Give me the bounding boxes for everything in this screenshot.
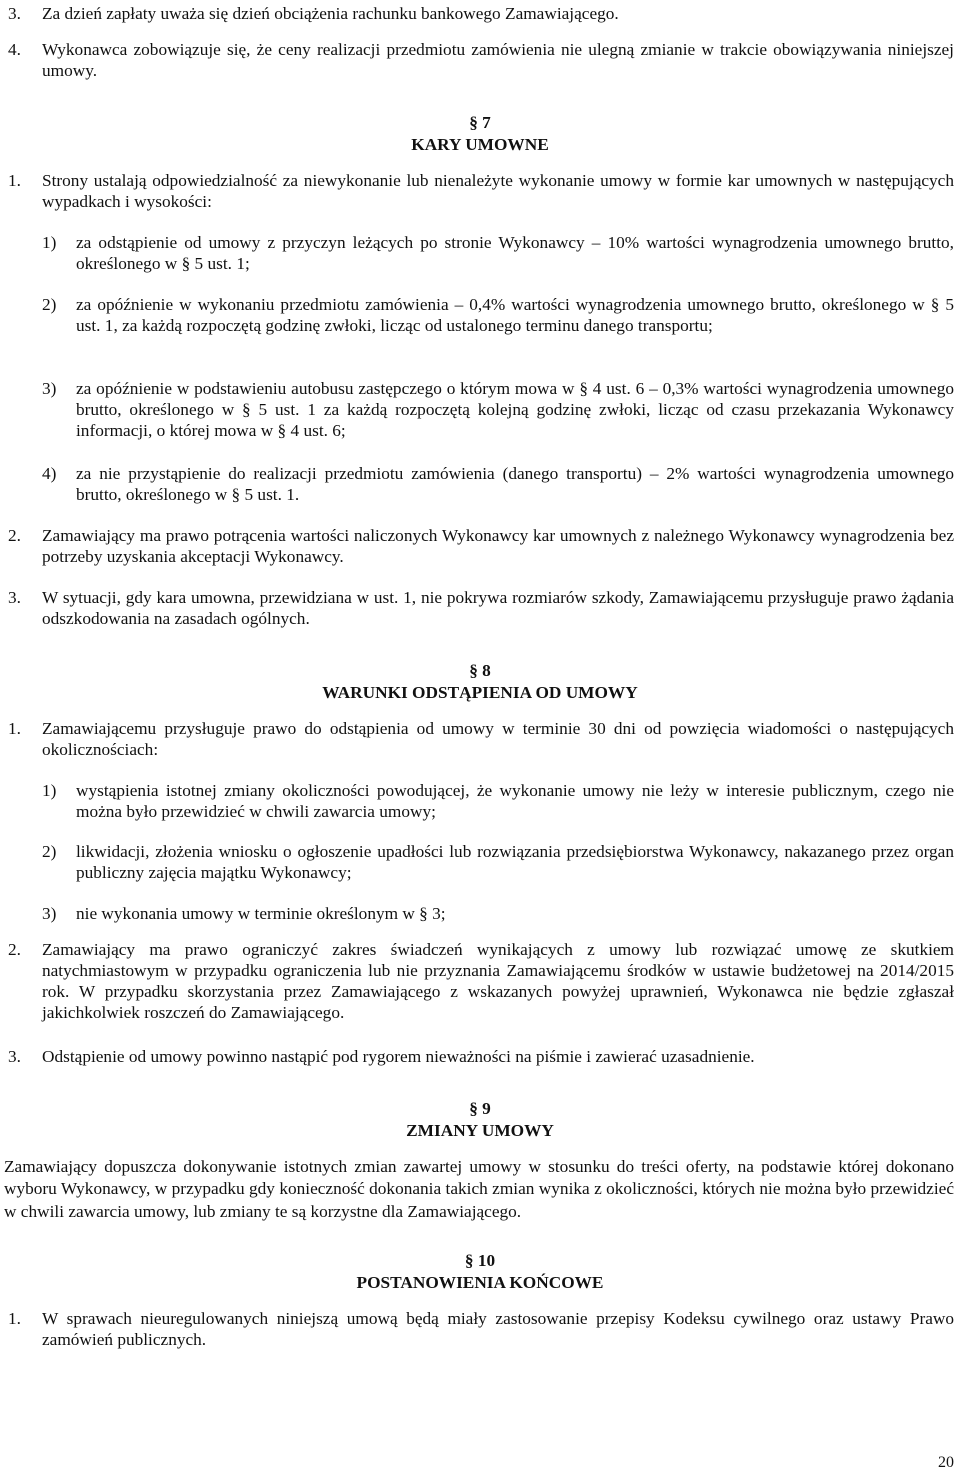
- paragraph-number: 2.: [8, 526, 21, 545]
- paragraph: W sytuacji, gdy kara umowna, przewidziana w ust. 1, nie pokrywa rozmiarów szkody, Zamawiającemu przysługuje prawo żądania odszkodowania na zasadach ogólnych.: [42, 588, 954, 628]
- paragraph-number: 1.: [8, 1309, 21, 1328]
- section-number: § 10: [464, 1251, 496, 1270]
- paragraph: Wykonawca zobowiązuje się, że ceny realizacji przedmiotu zamówienia nie ulegną zmianie w trakcie obowiązywania niniejszej umowy.: [42, 40, 954, 80]
- list-number: 4): [42, 464, 57, 483]
- paragraph-number: 3.: [8, 588, 21, 607]
- paragraph: Zamawiający ma prawo potrącenia wartości naliczonych Wykonawcy kar umownych z należnego Wykonawcy wynagrodzenia bez potrzeby uzyskania akceptacji Wykonawcy.: [42, 526, 954, 566]
- list-number: 3): [42, 904, 57, 923]
- paragraph: Za dzień zapłaty uważa się dzień obciążenia rachunku bankowego Zamawiającego.: [42, 4, 619, 23]
- page-number: 20: [938, 1454, 954, 1471]
- list-number: 1): [42, 233, 57, 252]
- section-number: § 7: [469, 113, 491, 132]
- paragraph: Zamawiający dopuszcza dokonywanie istotnych zmian zawartej umowy w stosunku do treści oferty, na podstawie której dokonano wyboru Wykonawcy, w przypadku gdy konieczność dokonania takich zmian wynika z okoliczności, których nie można było przewidzieć w chwili zawarcia umowy, lub zmiany te są korzystne dla Zamawiającego.: [4, 1157, 954, 1221]
- paragraph-number: 3.: [8, 4, 21, 23]
- paragraph-number: 2.: [8, 940, 21, 959]
- paragraph-number: 1.: [8, 719, 21, 738]
- list-item: za opóźnienie w wykonaniu przedmiotu zamówienia – 0,4% wartości wynagrodzenia umownego brutto, określonego w § 5 ust. 1, za każdą rozpoczętą godzinę zwłoki, licząc od ustalonego terminu danego transportu;: [76, 295, 954, 335]
- paragraph: Odstąpienie od umowy powinno nastąpić pod rygorem nieważności na piśmie i zawierać uzasadnienie.: [42, 1047, 755, 1066]
- section-title: POSTANOWIENIA KOŃCOWE: [356, 1273, 604, 1292]
- list-number: 3): [42, 379, 57, 398]
- paragraph: Zamawiającemu przysługuje prawo do odstąpienia od umowy w terminie 30 dni od powzięcia wiadomości o następujących okolicznościach:: [42, 719, 954, 759]
- list-item: nie wykonania umowy w terminie określonym w § 3;: [76, 904, 446, 923]
- paragraph-number: 3.: [8, 1047, 21, 1066]
- list-item: likwidacji, złożenia wniosku o ogłoszenie upadłości lub rozwiązania przedsiębiorstwa Wykonawcy, nakazanego przez organ publiczny zajęcia majątku Wykonawcy;: [76, 842, 954, 882]
- list-number: 1): [42, 781, 57, 800]
- list-item: za opóźnienie w podstawieniu autobusu zastępczego o którym mowa w § 4 ust. 6 – 0,3% wartości wynagrodzenia umownego brutto, określonego w § 5 ust. 1 za każdą rozpoczętą kolejną godzinę zwłoki, licząc od czasu przekazania Wykonawcy informacji, o której mowa w § 4 ust. 6;: [76, 379, 954, 440]
- section-title: ZMIANY UMOWY: [406, 1121, 554, 1140]
- section-title: KARY UMOWNE: [411, 135, 549, 154]
- list-number: 2): [42, 842, 57, 861]
- list-item: za odstąpienie od umowy z przyczyn leżących po stronie Wykonawcy – 10% wartości wynagrodzenia umownego brutto, określonego w § 5 ust. 1;: [76, 233, 954, 273]
- section-number: § 8: [469, 661, 491, 680]
- section-title: WARUNKI ODSTĄPIENIA OD UMOWY: [322, 683, 638, 702]
- list-item: za nie przystąpienie do realizacji przedmiotu zamówienia (danego transportu) – 2% wartości wynagrodzenia umownego brutto, określonego w § 5 ust. 1.: [76, 464, 954, 504]
- paragraph: W sprawach nieuregulowanych niniejszą umową będą miały zastosowanie przepisy Kodeksu cywilnego oraz ustawy Prawo zamówień publicznych.: [42, 1309, 954, 1349]
- paragraph-number: 4.: [8, 40, 21, 59]
- list-number: 2): [42, 295, 57, 314]
- section-number: § 9: [469, 1099, 491, 1118]
- paragraph-number: 1.: [8, 171, 21, 190]
- paragraph: Strony ustalają odpowiedzialność za niewykonanie lub nienależyte wykonanie umowy w formie kar umownych w następujących wypadkach i wysokości:: [42, 171, 954, 211]
- list-item: wystąpienia istotnej zmiany okoliczności powodującej, że wykonanie umowy nie leży w interesie publicznym, czego nie można było przewidzieć w chwili zawarcia umowy;: [76, 781, 954, 821]
- paragraph: Zamawiający ma prawo ograniczyć zakres świadczeń wynikających z umowy lub rozwiązać umowę ze skutkiem natychmiastowym w przypadku ograniczenia lub nie przyznania Zamawiającemu środków w ustawie budżetowej na 2014/2015 rok. W przypadku skorzystania przez Zamawiającego z wskazanych powyżej uprawnień, Wykonawca nie będzie zgłaszał jakichkolwiek roszczeń do Zamawiającego.: [42, 940, 954, 1022]
